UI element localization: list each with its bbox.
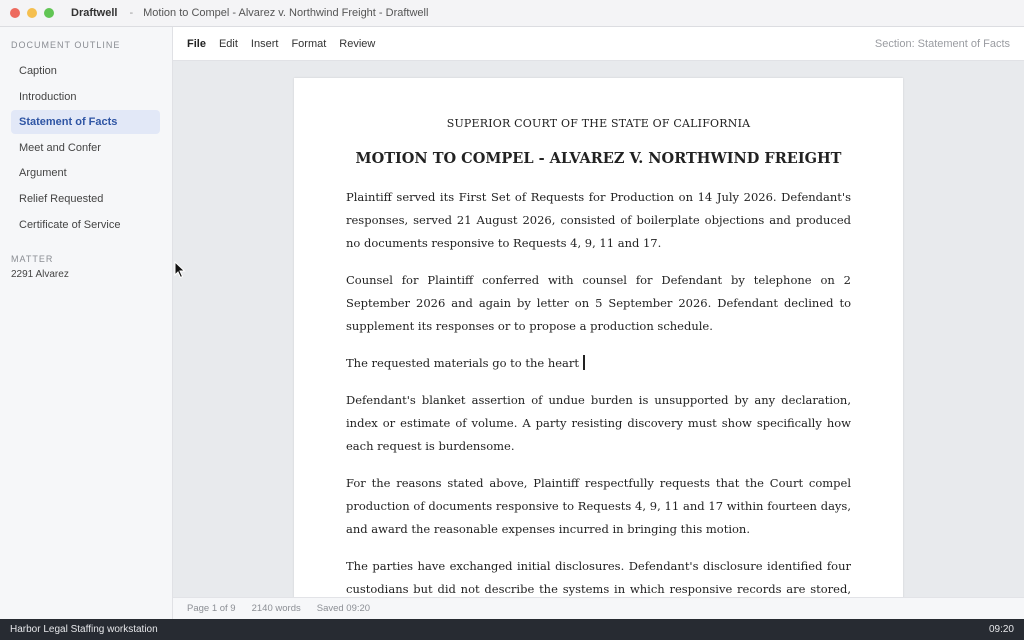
minimize-window-button[interactable] <box>27 8 37 18</box>
outline-item-relief-requested[interactable]: Relief Requested <box>19 192 104 205</box>
status-bar <box>173 597 1024 619</box>
matter-heading: MATTER <box>11 253 54 264</box>
window-controls <box>10 8 54 18</box>
outline-item-certificate-of-service[interactable]: Certificate of Service <box>19 218 121 231</box>
outline-item-meet-and-confer[interactable]: Meet and Confer <box>19 141 101 154</box>
outline-heading: DOCUMENT OUTLINE <box>11 40 121 50</box>
close-window-button[interactable] <box>10 8 20 18</box>
matter-value: 2291 Alvarez <box>11 268 69 280</box>
page-count: Page 1 of 9 <box>187 603 236 614</box>
document-page[interactable] <box>294 78 903 597</box>
mouse-pointer-icon <box>174 261 186 279</box>
maximize-window-button[interactable] <box>44 8 54 18</box>
text-caret <box>583 355 585 370</box>
menu-bar <box>173 27 1024 61</box>
app-name: Draftwell <box>71 7 118 19</box>
outline-item-statement-of-facts[interactable]: Statement of Facts <box>11 110 160 134</box>
title-bar <box>0 0 1024 27</box>
section-indicator: Section: Statement of Facts <box>874 37 1010 50</box>
title-separator: - <box>129 7 134 19</box>
outline-item-caption[interactable]: Caption <box>19 65 57 77</box>
outline-item-introduction[interactable]: Introduction <box>19 90 77 103</box>
court-heading: SUPERIOR COURT OF THE STATE OF CALIFORNIA <box>446 117 751 130</box>
taskbar <box>0 619 1024 640</box>
paragraph[interactable]: Plaintiff served its First Set of Requests for Production on 14 July 2026. Defendant's responses, served 21 August 2026, consisted of boilerplate objections and produced no documents responsive to Requests 4, 9, 11 and 17. <box>346 190 851 250</box>
paragraph[interactable]: The parties have exchanged initial disclosures. Defendant's disclosure identified four custodians but did not describe the systems in which responsive records are stored, <box>346 559 851 596</box>
document-outline <box>0 59 172 237</box>
menu-insert[interactable]: Insert <box>250 37 279 50</box>
outline-item-argument[interactable]: Argument <box>19 167 67 180</box>
document-canvas[interactable] <box>173 61 1024 597</box>
word-count: 2140 words <box>251 603 301 614</box>
paragraph[interactable]: Defendant's blanket assertion of undue burden is unsupported by any declaration, index or estimate of volume. A party resisting discovery must show specifically how each request is burdensome. <box>346 393 851 453</box>
menu-format[interactable]: Format <box>291 37 327 50</box>
sidebar <box>0 27 173 619</box>
active-paragraph-text[interactable]: The requested materials go to the heart <box>346 356 580 370</box>
document-title: MOTION TO COMPEL - ALVAREZ V. NORTHWIND FREIGHT <box>355 150 842 167</box>
menu-edit[interactable]: Edit <box>218 37 238 50</box>
window-title: Motion to Compel - Alvarez v. Northwind Freight - Draftwell <box>143 7 429 19</box>
paragraph[interactable]: For the reasons stated above, Plaintiff respectfully requests that the Court compel production of documents responsive to Requests 4, 9, 11 and 17 within fourteen days, and award the reasonable expenses incurred in bringing this motion. <box>346 476 851 536</box>
taskbar-clock: 09:20 <box>988 624 1014 635</box>
menu-review[interactable]: Review <box>339 37 376 50</box>
save-status: Saved 09:20 <box>316 603 371 614</box>
menu-file[interactable]: File <box>187 37 206 50</box>
paragraph[interactable]: Counsel for Plaintiff conferred with counsel for Defendant by telephone on 2 September 2026 and again by letter on 5 September 2026. Defendant declined to supplement its responses or to propose a production schedule. <box>346 273 851 333</box>
active-paragraph[interactable] <box>346 352 851 375</box>
workstation-label: Harbor Legal Staffing workstation <box>10 624 158 635</box>
